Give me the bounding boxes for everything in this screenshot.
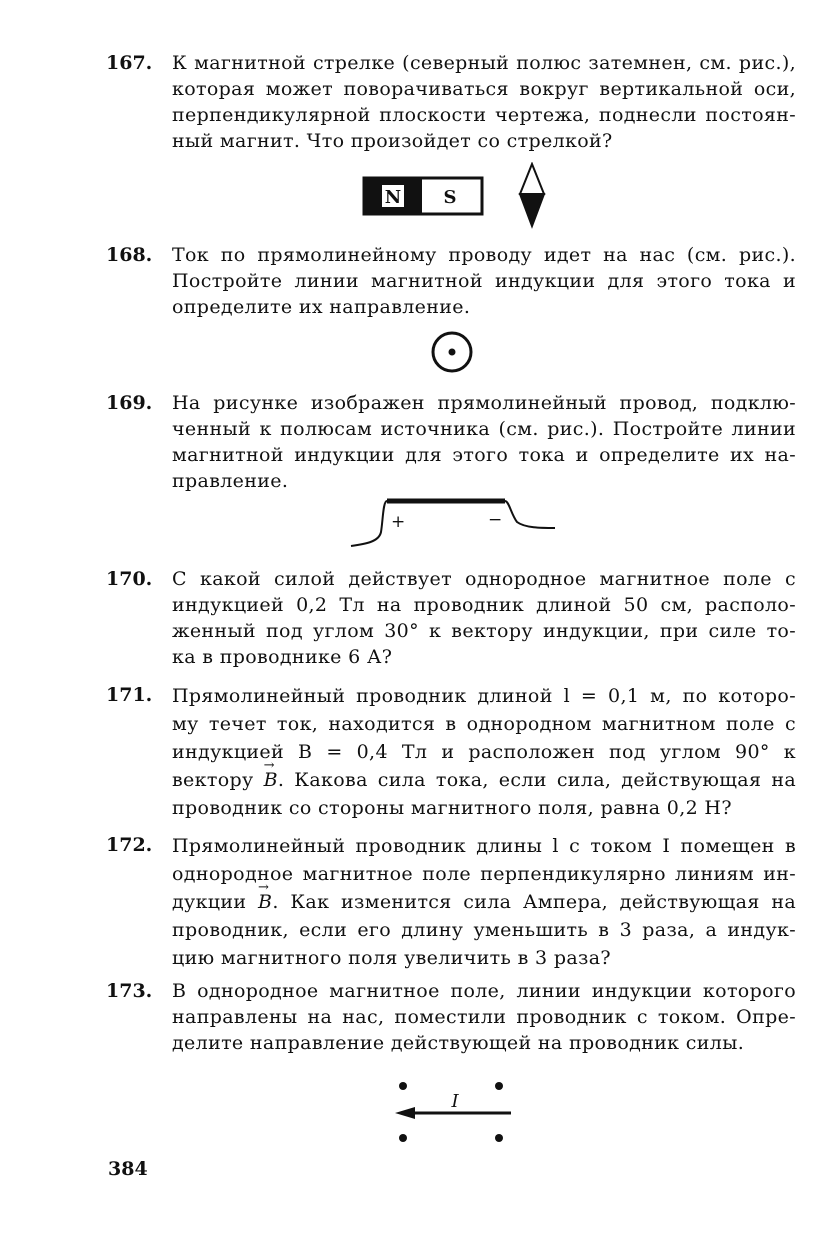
text-line: Ток по прямолинейному проводу идет на нас (см. рис.). <box>172 244 796 266</box>
north-label: N <box>384 187 402 208</box>
text-line: которая может поворачиваться вокруг вертикальной оси, <box>172 78 796 100</box>
minus-label: − <box>488 510 503 530</box>
text-line: делите направление действующей на проводник силы. <box>172 1032 745 1054</box>
problem-text <box>172 978 796 1056</box>
problem-text <box>172 242 796 320</box>
problem-number: 172. <box>106 834 153 856</box>
text-line: цию магнитного поля увеличить в 3 раза? <box>172 947 611 969</box>
text-line: индукцией В = 0,4 Тл и расположен под углом 90° к <box>172 741 796 763</box>
text-line: проводник со стороны магнитного поля, равна 0,2 Н? <box>172 797 732 819</box>
text-line: ченный к полюсам источника (см. рис.). Постройте линии <box>172 418 796 440</box>
arrow-left-icon <box>395 1107 415 1119</box>
text-line: индукцией 0,2 Тл на проводник длиной 50 см, располо- <box>172 594 796 616</box>
problem-number: 168. <box>106 244 153 266</box>
text-line: вектору → B. Какова сила тока, если сила, действующая на <box>172 766 796 794</box>
problem-171 <box>106 682 796 822</box>
text-line: женный под углом 30° к вектору индукции, при силе то- <box>172 620 796 642</box>
text-line: однородное магнитное поле перпендикулярно линиям ин- <box>172 863 796 885</box>
problem-number: 173. <box>106 980 153 1002</box>
text-line: му течет ток, находится в однородном магнитном поле с <box>172 713 796 735</box>
text-line: Прямолинейный проводник длиной l = 0,1 м, по которо- <box>172 685 796 707</box>
text-line: С какой силой действует однородное магнитное поле с <box>172 568 796 590</box>
problem-text <box>172 390 796 494</box>
page-number: 384 <box>108 1158 148 1180</box>
problem-number: 170. <box>106 568 153 590</box>
text-line: магнитной индукции для этого тока и определите их на- <box>172 444 796 466</box>
text-line: Постройте линии магнитной индукции для этого тока и <box>172 270 796 292</box>
field-dot-icon <box>399 1134 407 1142</box>
current-out-of-page-figure <box>428 328 476 376</box>
problem-number: 171. <box>106 684 153 706</box>
south-label: S <box>443 187 457 208</box>
problem-168 <box>106 242 796 320</box>
text-line: определите их направление. <box>172 296 471 318</box>
wire-source-figure <box>345 490 565 552</box>
problem-text <box>172 682 796 822</box>
current-label: I <box>451 1091 459 1112</box>
text-line: ный магнит. Что произойдет со стрелкой? <box>172 130 613 152</box>
plus-label: + <box>391 512 406 532</box>
current-dot-icon <box>449 349 456 356</box>
right-lead <box>505 501 555 528</box>
problem-172 <box>106 832 796 972</box>
text-line: правление. <box>172 470 289 492</box>
text-line: К магнитной стрелке (северный полюс затемнен, см. рис.), <box>172 52 796 74</box>
text-line: На рисунке изображен прямолинейный провод, подклю- <box>172 392 796 414</box>
field-dot-icon <box>399 1082 407 1090</box>
text-line: направлены на нас, поместили проводник с током. Опре- <box>172 1006 796 1028</box>
vector-b: → B <box>264 766 278 794</box>
problem-text <box>172 832 796 972</box>
problem-number: 167. <box>106 52 153 74</box>
problem-167 <box>106 50 796 154</box>
compass-north-end <box>520 194 544 226</box>
problem-170 <box>106 566 796 670</box>
field-dot-icon <box>495 1082 503 1090</box>
problem-text <box>172 50 796 154</box>
problem-number: 169. <box>106 392 153 414</box>
left-lead <box>351 501 387 546</box>
problem-169 <box>106 390 796 494</box>
magnet-compass-figure <box>360 162 560 234</box>
text-line: проводник, если его длину уменьшить в 3 раза, а индук- <box>172 919 796 941</box>
field-dot-icon <box>495 1134 503 1142</box>
conductor-field-figure <box>385 1078 515 1150</box>
problem-text <box>172 566 796 670</box>
problem-173 <box>106 978 796 1056</box>
text-line: Прямолинейный проводник длины l с током I помещен в <box>172 835 796 857</box>
vector-b: → B <box>258 888 272 916</box>
text-line: дукции → B. Как изменится сила Ампера, действующая на <box>172 888 796 916</box>
text-line: В однородное магнитное поле, линии индукции которого <box>172 980 796 1002</box>
text-line: ка в проводнике 6 А? <box>172 646 393 668</box>
text-line: перпендикулярной плоскости чертежа, поднесли постоян- <box>172 104 796 126</box>
compass-south-end <box>520 164 544 194</box>
